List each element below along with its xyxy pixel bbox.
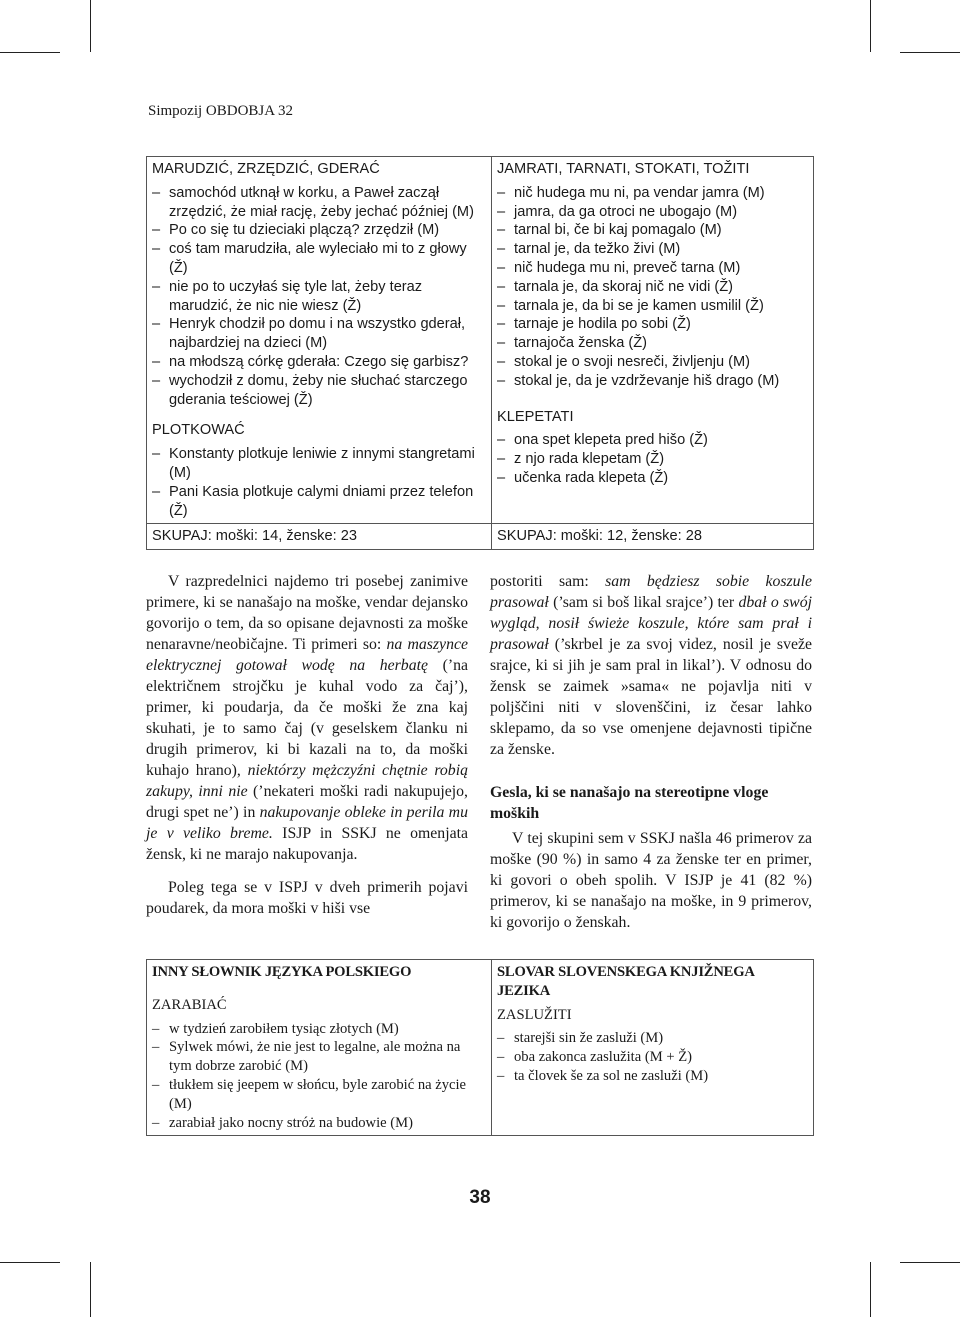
example-list: [152, 445, 486, 520]
table-cell-polish: [147, 960, 492, 1136]
paragraph: [146, 571, 468, 865]
text-run: (’sam si boš likal srajce’) ter: [548, 594, 739, 611]
text-run: postoriti sam:: [490, 573, 606, 590]
list-item: – starejši sin že zasluži (M): [497, 1029, 808, 1048]
italic-example: dbał o swój wygląd, nosił świeże koszule, które sam prał i prasował: [490, 594, 813, 653]
entry-heading: MARUDZIĆ, ZRZĘDZIĆ, GDERAĆ: [152, 161, 380, 177]
list-item: – tłukłem się jeepem w słońcu, byle zarobić na życie (M): [152, 1076, 486, 1114]
crop-mark: [900, 1262, 960, 1263]
crop-mark: [0, 1262, 60, 1263]
table-cell-slovene: [492, 157, 814, 524]
paragraph: V tej skupini sem v SSKJ našla 46 primerov za moške (90 %) in samo 4 za ženske ter en primer, ki govori o obeh spolih. V ISJP je 41 (82 %) primerov, ki se nanašajo na moške, in 9 primerov, ki govorijo o ženskah.: [490, 830, 812, 931]
example-list: [152, 1020, 486, 1133]
crop-mark: [0, 52, 60, 53]
list-item: – ona spet klepeta pred hišo (Ž): [497, 431, 808, 450]
list-item: – tarnala je, da skoraj nič ne vidi (Ž): [497, 278, 808, 297]
italic-example: na maszynce elektrycznej gotował wodę na herbatę: [146, 636, 468, 674]
list-item: – z njo rada klepetam (Ž): [497, 450, 808, 469]
entry-heading: ZARABIAĆ: [152, 996, 227, 1013]
list-item: – tarnal bi, če bi kaj pomagalo (M): [497, 221, 808, 240]
list-item: – w tydzień zarobiłem tysiąc złotych (M): [152, 1020, 486, 1039]
example-list: [497, 431, 808, 487]
total-cell: SKUPAJ: moški: 12, ženske: 28: [492, 524, 814, 550]
crop-mark: [900, 52, 960, 53]
text-run: (’skrbel je za svoj videz, nosil je sveže srajce, ki si jih je sam pral in likal’). V odnosu do žensk se zaimek »sama« ne pojavlja niti v poljščini niti v slovenščini, iz česar lahko sklepamo, da so vse omenjene dejavnosti tipične za ženske.: [490, 636, 812, 758]
list-item: – wychodził z domu, żeby nie słuchać starczego gderania teściowej (Ž): [152, 372, 486, 410]
example-list: [497, 184, 808, 391]
section-heading: Gesla, ki se nanašajo na stereotipne vloge moških: [490, 784, 769, 822]
list-item: – oba zakonca zaslužita (M + Ž): [497, 1048, 808, 1067]
crop-mark: [870, 0, 871, 52]
list-item: – na młodszą córkę gderała: Czego się garbisz?: [152, 353, 486, 372]
dictionary-source: SLOVAR SLOVENSKEGA KNJIŽNEGA JEZIKA: [497, 964, 754, 999]
entry-heading: KLEPETATI: [497, 408, 574, 425]
table-cell-slovene: [492, 960, 814, 1136]
list-item: – Henryk chodził po domu i na wszystko gderał, najbardziej na dzieci (M): [152, 315, 486, 353]
italic-example: niektórzy mężczyźni chętnie robią zakupy, inni nie: [146, 762, 468, 800]
example-list: [497, 1029, 808, 1085]
text-run: ISJP in SSKJ ne omenjata žensk, ki ne marajo nakupovanja.: [146, 825, 469, 863]
entry-heading: JAMRATI, TARNATI, STOKATI, TOŽITI: [497, 161, 750, 177]
text-run: V razpredelnici najdemo tri posebej zanimive primere, ki se nanašajo na moške, vendar dejansko govorijo o tem, da so opisane dejavnosti za moške nenaravne/neobičajne. Ti primeri so:: [146, 573, 468, 653]
list-item: – Konstanty plotkuje leniwie z innymi stangretami (M): [152, 445, 486, 483]
total-cell: SKUPAJ: moški: 14, ženske: 23: [147, 524, 492, 550]
text-run: (’nekateri moški radi nakupujejo, drugi spet ne’) in: [146, 783, 468, 821]
body-column-left: [146, 571, 468, 919]
paragraph: Poleg tega se v ISPJ v dveh primerih pojavi poudarek, da mora moški v hiši vse: [146, 879, 468, 917]
list-item: – Sylwek mówi, że nie jest to legalne, ale można na tym dobrze zarobić (M): [152, 1038, 486, 1076]
list-item: – Pani Kasia plotkuje calymi dniami przez telefon (Ž): [152, 483, 486, 521]
list-item: – samochód utknął w korku, a Paweł zaczął zrzędzić, że miał rację, żeby jechać później (M): [152, 184, 486, 222]
list-item: – učenka rada klepeta (Ž): [497, 469, 808, 488]
list-item: – tarnajoča ženska (Ž): [497, 334, 808, 353]
table-cell-polish: [147, 157, 492, 524]
list-item: – nič hudega mu ni, preveč tarna (M): [497, 259, 808, 278]
list-item: – stokal je o svoji nesreči, življenju (M): [497, 353, 808, 372]
body-column-right: [490, 571, 812, 933]
list-item: – nie po to uczyłaś się tyle lat, żeby teraz marudzić, że nic nie wiesz (Ž): [152, 278, 486, 316]
list-item: – ta človek še za sol ne zasluži (M): [497, 1067, 808, 1086]
entry-heading: ZASLUŽITI: [497, 1006, 572, 1023]
italic-example: nakupovanje obleke in perila mu je v veliko breme.: [146, 804, 468, 842]
paragraph: [490, 571, 812, 760]
list-item: – Po co się tu dzieciaki plączą? zrzędził (M): [152, 221, 486, 240]
crop-mark: [90, 1262, 91, 1317]
page-number: 38: [469, 1187, 491, 1208]
list-item: – tarnal je, da težko živi (M): [497, 240, 808, 259]
list-item: – jamra, da ga otroci ne ubogajo (M): [497, 203, 808, 222]
running-head: Simpozij OBDOBJA 32: [148, 103, 294, 119]
entry-heading: PLOTKOWAĆ: [152, 422, 245, 439]
list-item: – stokal je, da je vzdrževanje hiš drago (M): [497, 372, 808, 391]
list-item: – tarnaje je hodila po sobi (Ž): [497, 315, 808, 334]
list-item: – nič hudega mu ni, pa vendar jamra (M): [497, 184, 808, 203]
list-item: – tarnala je, da bi se je kamen usmilil (Ž): [497, 297, 808, 316]
text-run: (’na električnem strojčku je kuhal vodo za čaj’), primer, ki poudarja, da če moški že zna kaj skuhati, je to samo čaj (v geselskem članku ni drugih primerov, ki bi kazali na to, da moški kuhajo hrano),: [146, 657, 468, 779]
crop-mark: [870, 1262, 871, 1317]
crop-mark: [90, 0, 91, 52]
example-list: [152, 184, 486, 410]
dictionary-source: INNY SŁOWNIK JĘZYKA POLSKIEGO: [152, 964, 412, 980]
list-item: – coś tam marudziła, ale wyleciało mi to z głowy (Ž): [152, 240, 486, 278]
comparison-table-verbs: [146, 156, 814, 550]
italic-example: sam będziesz sobie koszule prasował: [490, 573, 812, 611]
list-item: – zarabiał jako nocny stróż na budowie (M): [152, 1114, 486, 1133]
comparison-table-earn: [146, 959, 814, 1136]
